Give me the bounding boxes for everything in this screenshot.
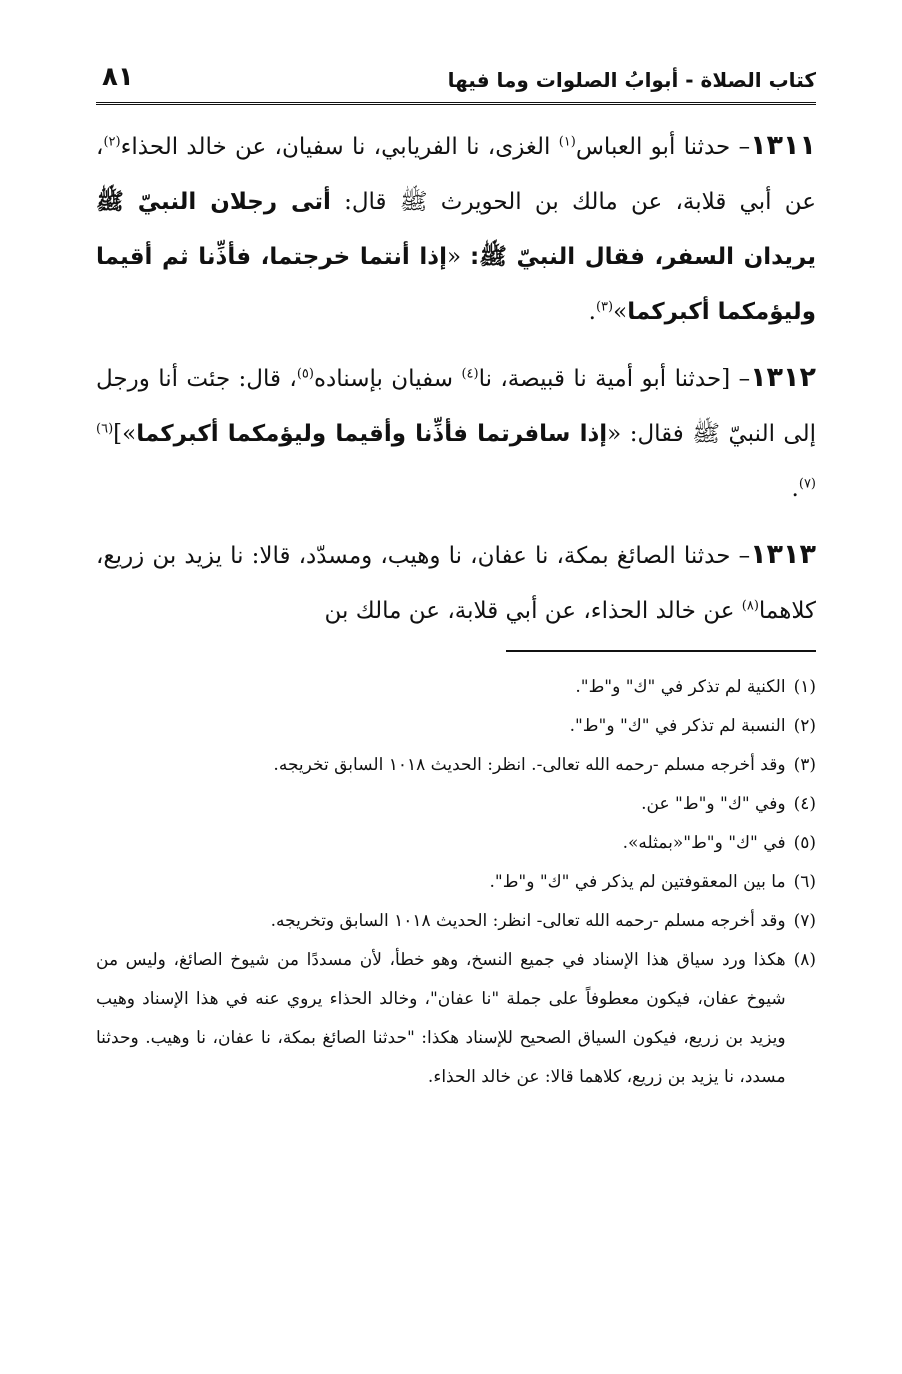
text-segment: ، عن أبي قلابة، عن مالك بن الحويرث ﷺ قال: <box>96 134 816 215</box>
footnote-number: (٦) <box>793 872 816 892</box>
footnote-ref[interactable]: (١) <box>558 134 576 150</box>
footnote <box>96 785 816 824</box>
text-segment: « <box>446 244 470 270</box>
bold-text: أتى رجلان النبيّ ﷺ يريدان السفر، فقال النبيّ ﷺ: <box>96 189 816 270</box>
footnote <box>96 746 816 785</box>
footnote-ref[interactable]: (٥) <box>296 366 314 382</box>
hadith-1313 <box>96 527 816 639</box>
footnote <box>96 824 816 863</box>
page-header <box>96 62 816 105</box>
text-segment: . <box>791 476 799 502</box>
footnote-number: (٥) <box>793 833 816 853</box>
text-segment: عن خالد الحذاء، عن أبي قلابة، عن مالك بن <box>324 598 742 624</box>
footnote-ref[interactable]: (٦) <box>96 421 114 437</box>
main-text <box>96 118 816 649</box>
footnote-text: وفي "ك" و"ط" عن. <box>641 794 786 814</box>
hadith-1312 <box>96 350 816 517</box>
footnote-text: في "ك" و"ط"«بمثله». <box>622 833 786 853</box>
text-segment: سفيان بإسناده <box>313 366 462 392</box>
footnote <box>96 668 816 707</box>
footnote-number: (٢) <box>793 716 816 736</box>
hadith-1311 <box>96 118 816 340</box>
page-number: ٨١ <box>102 62 134 92</box>
footnote <box>96 707 816 746</box>
footnotes <box>96 668 816 1097</box>
footnote <box>96 941 816 1097</box>
hadith-number: ١٣١١ <box>750 130 816 161</box>
footnote <box>96 902 816 941</box>
footnote-number: (٣) <box>793 755 816 775</box>
hadith-quote: إذا أنتما خرجتما، فأذِّنا ثم أقيما وليؤمكما أكبركما <box>96 244 816 325</box>
footnote <box>96 863 816 902</box>
footnote-number: (٤) <box>793 794 816 814</box>
hadith-number: ١٣١٢ <box>750 362 816 393</box>
footnote-ref[interactable]: (٣) <box>595 299 614 315</box>
text-segment: ، قال: جئت أنا ورجل إلى النبيّ ﷺ فقال: « <box>96 366 816 447</box>
footnote-ref[interactable]: (٨) <box>741 598 759 614</box>
footnote-text: الكنية لم تذكر في "ك" و"ط". <box>575 677 786 697</box>
footnote-separator <box>506 650 816 652</box>
hadith-quote: إذا سافرتما فأذِّنا وأقيما وليؤمكما أكبركما <box>136 421 608 447</box>
footnote-number: (٧) <box>793 911 816 931</box>
text-segment: – حدثنا الصائغ بمكة، نا عفان، نا وهيب، ومسدّد، قالا: نا يزيد بن زريع، كلاهما <box>96 543 816 624</box>
text-segment: الغزى، نا الفريابي، نا سفيان، عن خالد الحذاء <box>120 134 559 160</box>
text-segment: . <box>588 299 596 325</box>
footnote-text: وقد أخرجه مسلم -رحمه الله تعالى-. انظر: الحديث ١٠١٨ السابق تخريجه. <box>273 755 786 775</box>
running-title: كتاب الصلاة - أبوابُ الصلوات وما فيها <box>447 68 816 92</box>
text-segment: » <box>613 299 628 325</box>
footnote-text: النسبة لم تذكر في "ك" و"ط". <box>569 716 786 736</box>
text-segment: – [حدثنا أبو أمية نا قبيصة، نا <box>478 366 751 392</box>
footnote-text: هكذا ورد سياق هذا الإسناد في جميع النسخ، وهو خطأ، لأن مسددًا من شيوخ الصائغ، وليس من شيوخ عفان، فيكون معطوفاً على جملة "نا عفان"، وخالد الحذاء يروي عنه في هذا الإسناد وهيب ويزيد بن زريع، فيكون السياق الصحيح للإسناد هكذا: "حدثنا الصائغ بمكة، نا عفان، نا وهيب. وحدثنا مسدد، نا يزيد بن زريع، كلاهما قالا: عن خالد الحذاء. <box>96 950 786 1087</box>
text-segment: »] <box>113 421 137 447</box>
footnote-text: وقد أخرجه مسلم -رحمه الله تعالى- انظر: الحديث ١٠١٨ السابق وتخريجه. <box>270 911 786 931</box>
text-segment: – حدثنا أبو العباس <box>575 134 751 160</box>
footnote-ref[interactable]: (٢) <box>103 134 121 150</box>
footnote-ref[interactable]: (٤) <box>461 366 479 382</box>
footnote-ref[interactable]: (٧) <box>798 476 816 492</box>
hadith-number: ١٣١٣ <box>750 539 816 570</box>
footnote-number: (١) <box>793 677 816 697</box>
footnote-number: (٨) <box>793 950 816 970</box>
footnote-text: ما بين المعقوفتين لم يذكر في "ك" و"ط". <box>489 872 786 892</box>
